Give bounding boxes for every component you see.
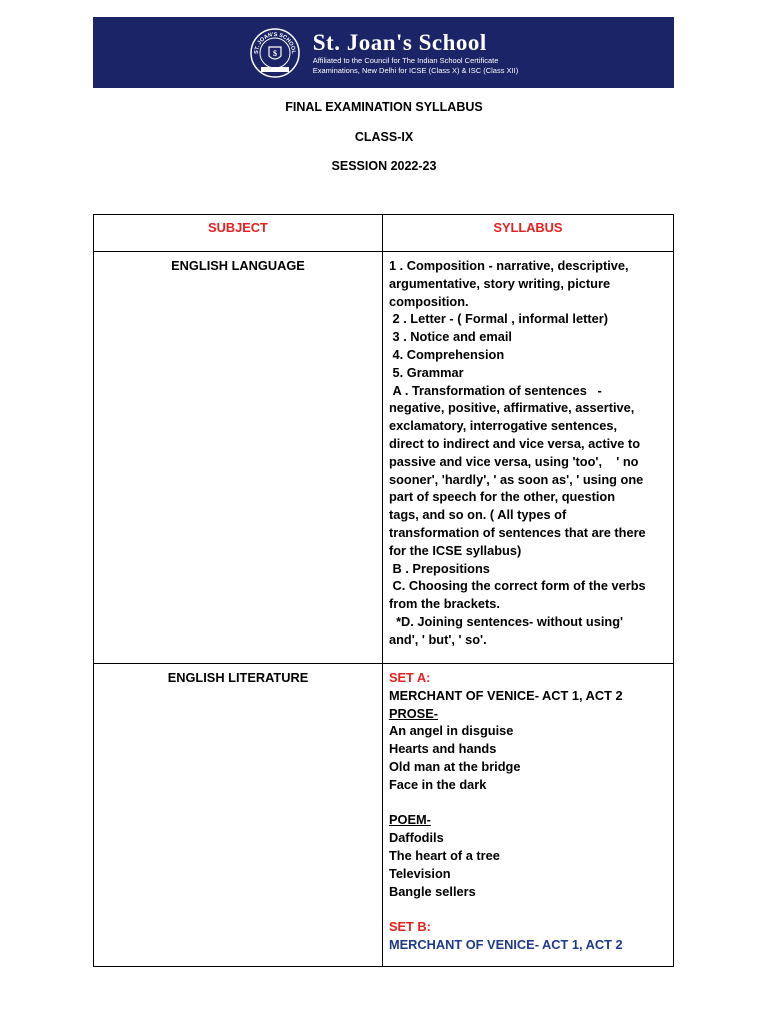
table-header-row <box>94 215 674 252</box>
syllabus-line: argumentative, story writing, picture <box>388 275 611 291</box>
syllabus-line: 2 . Letter - ( Formal , informal letter) <box>388 311 608 327</box>
affiliation-line-1: Affiliated to the Council for The Indian School Certificate <box>312 55 499 65</box>
syllabus-line: transformation of sentences that are there <box>388 524 646 540</box>
school-name: St. Joan's School <box>312 29 487 55</box>
subject-cell <box>94 252 383 664</box>
affiliation-line-2: Examinations, New Delhi for ICSE (Class X) & ISC (Class XII) <box>312 65 519 75</box>
doc-title: FINAL EXAMINATION SYLLABUS <box>285 100 483 114</box>
crest-text: ST. JOAN'S SCHOOL <box>253 31 296 54</box>
syllabus-line: sooner', 'hardly', ' as soon as', ' using one <box>388 471 644 487</box>
syllabus-line: A . Transformation of sentences - <box>388 382 602 398</box>
prose-item: An angel in disguise <box>388 723 514 739</box>
school-crest-icon <box>249 27 301 79</box>
english-language-syllabus <box>383 252 673 649</box>
syllabus-line: exclamatory, interrogative sentences, <box>388 418 618 434</box>
set-a-label: SET A: <box>388 670 431 685</box>
table-row <box>94 664 674 967</box>
subject-english-literature: ENGLISH LITERATURE <box>167 670 309 685</box>
syllabus-line: part of speech for the other, question <box>388 489 616 505</box>
syllabus-line: 3 . Notice and email <box>388 329 512 345</box>
syllabus-line: and', ' but', ' so'. <box>388 631 487 647</box>
syllabus-line: from the brackets. <box>388 596 500 612</box>
syllabus-line: B . Prepositions <box>388 560 490 576</box>
table-row <box>94 252 674 664</box>
prose-item: Hearts and hands <box>388 741 497 757</box>
banner-text <box>313 30 518 76</box>
set-a-merchant: MERCHANT OF VENICE- ACT 1, ACT 2 <box>388 687 623 703</box>
syllabus-line: 1 . Composition - narrative, descriptive, <box>388 258 629 273</box>
syllabus-line: for the ICSE syllabus) <box>388 542 522 558</box>
syllabus-line: C. Choosing the correct form of the verbs <box>388 578 646 594</box>
set-b-merchant: MERCHANT OF VENICE- ACT 1, ACT 2 <box>388 936 623 952</box>
poem-item: Daffodils <box>388 830 444 846</box>
syllabus-table <box>93 214 674 967</box>
english-literature-syllabus <box>383 664 673 954</box>
subject-english-language: ENGLISH LANGUAGE <box>171 258 305 273</box>
syllabus-header-cell <box>382 215 673 252</box>
syllabus-cell <box>382 664 673 967</box>
syllabus-cell <box>382 252 673 664</box>
syllabus-line: 4. Comprehension <box>388 346 505 362</box>
syllabus-line: tags, and so on. ( All types of <box>388 507 567 523</box>
class-title: CLASS-IX <box>354 130 414 144</box>
prose-item: Old man at the bridge <box>388 758 521 774</box>
syllabus-line: direct to indirect and vice versa, active to <box>388 435 641 451</box>
svg-text:$: $ <box>272 48 277 58</box>
poem-label: POEM- <box>388 812 431 828</box>
subject-header: SUBJECT <box>208 220 268 235</box>
prose-label: PROSE- <box>388 705 439 721</box>
syllabus-line: composition. <box>388 293 469 309</box>
session-title: SESSION 2022-23 <box>331 159 437 173</box>
syllabus-line: 5. Grammar <box>388 364 464 380</box>
syllabus-header: SYLLABUS <box>493 220 563 235</box>
syllabus-line: negative, positive, affirmative, assertive, <box>388 400 635 416</box>
poem-item: Television <box>388 865 451 881</box>
subject-header-cell <box>94 215 383 252</box>
set-b-label: SET B: <box>388 919 431 935</box>
syllabus-line: passive and vice versa, using 'too', ' no <box>388 453 639 469</box>
school-banner <box>93 17 674 88</box>
subject-cell <box>94 664 383 967</box>
spacer <box>389 900 667 918</box>
spacer <box>389 794 667 812</box>
syllabus-line: *D. Joining sentences- without using' <box>388 613 624 629</box>
poem-item: The heart of a tree <box>388 847 500 863</box>
poem-item: Bangle sellers <box>388 883 476 899</box>
prose-item: Face in the dark <box>388 776 487 792</box>
